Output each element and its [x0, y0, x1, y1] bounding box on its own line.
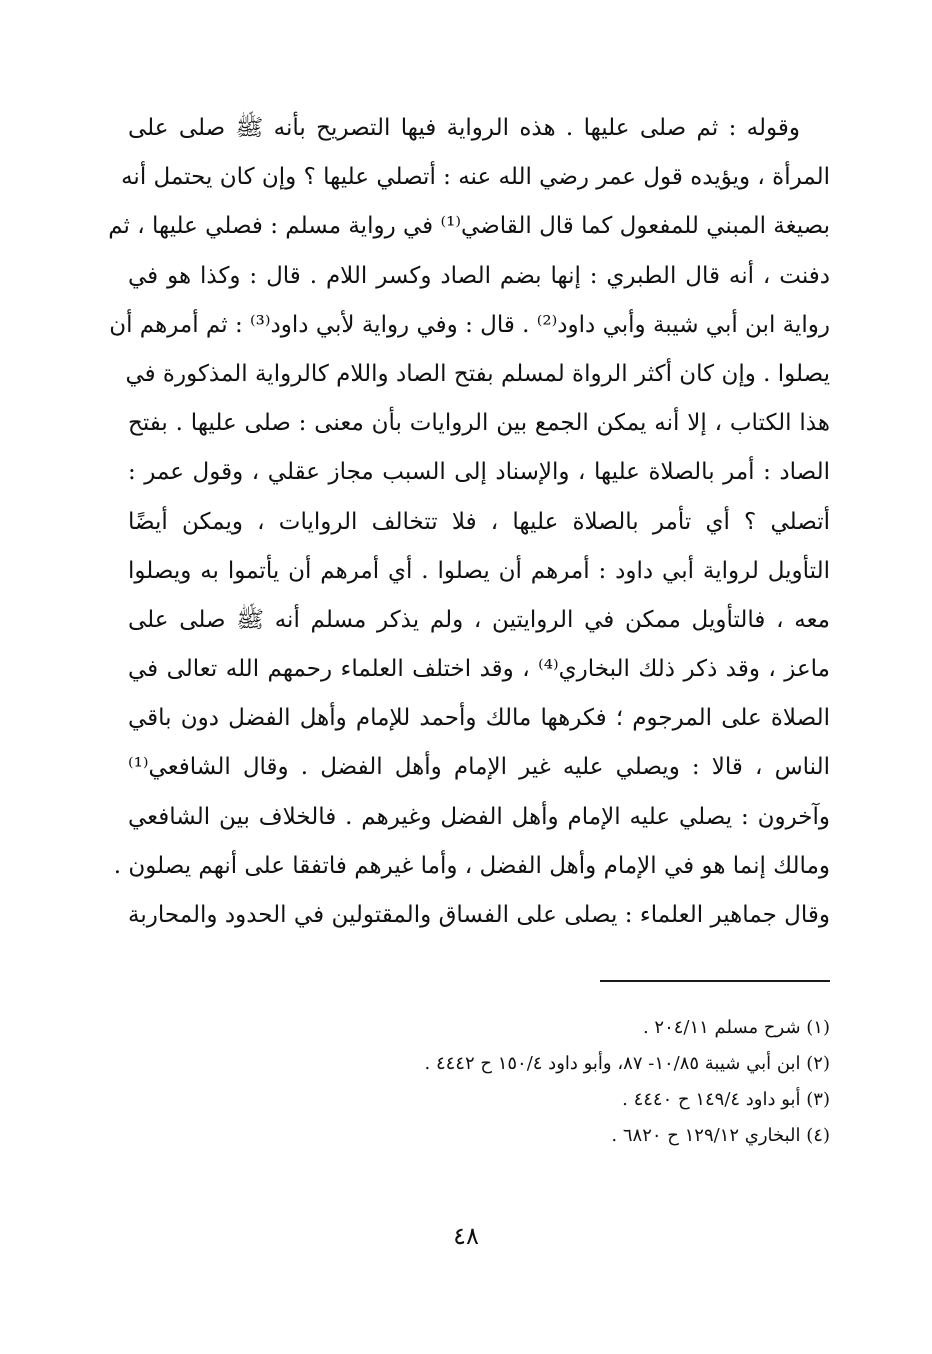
- text-line: وآخرون : يصلي عليه الإمام وأهل الفضل وغيرهم . فالخلاف بين الشافعي: [128, 803, 830, 830]
- text-line: الصلاة على المرجوم ؛ فكرهها مالك وأحمد للإمام وأهل الفضل دون باقي: [128, 705, 830, 732]
- footnote-separator: [600, 980, 830, 982]
- text-line: معه ، فالتأويل ممكن في الروايتين ، ولم يذكر مسلم أنه ﷺ صلى على: [128, 606, 830, 633]
- footnotes: [300, 1010, 830, 1154]
- footnote-2: (٢) ابن أبي شيبة ١٠/٨٥- ٨٧، وأبو داود ١٥٠/٤ ح ٤٤٤٢ .: [424, 1053, 830, 1074]
- page-number: ٤٨: [453, 1222, 479, 1250]
- text-line: المرأة ، ويؤيده قول عمر رضي الله عنه : أتصلي عليها ؟ وإن كان يحتمل أنه: [121, 164, 830, 191]
- text-line: أتصلي ؟ أي تأمر بالصلاة عليها ، فلا تتخالف الروايات ، ويمكن أيضًا: [128, 508, 830, 535]
- text-line: ماعز ، وقد ذكر ذلك البخاري⁽⁴⁾ ، وقد اختلف العلماء رحمهم الله تعالى في: [128, 656, 830, 683]
- text-line: رواية ابن أبي شيبة وأبي داود⁽²⁾ . قال : وفي رواية لأبي داود⁽³⁾ : ثم أمرهم أن: [109, 311, 830, 338]
- text-line: ومالك إنما هو في الإمام وأهل الفضل ، وأما غيرهم فاتفقا على أنهم يصلون .: [113, 852, 830, 879]
- text-line: وقوله : ثم صلى عليها . هذه الرواية فيها التصريح بأنه ﷺ صلى على: [128, 115, 800, 141]
- footnote-1: (١) شرح مسلم ٢٠٤/١١ .: [642, 1017, 830, 1038]
- text-line: وقال جماهير العلماء : يصلى على الفساق والمقتولين في الحدود والمحاربة: [128, 902, 830, 928]
- text-line: يصلوا . وإن كان أكثر الرواة لمسلم بفتح الصاد واللام كالرواية المذكورة في: [125, 360, 830, 387]
- main-text: [108, 104, 830, 940]
- text-line: دفنت ، أنه قال الطبري : إنها بضم الصاد وكسر اللام . قال : وكذا هو في: [128, 262, 830, 289]
- footnote-3: (٣) أبو داود ١٤٩/٤ ح ٤٤٤٠ .: [622, 1089, 830, 1110]
- text-line: الصاد : أمر بالصلاة عليها ، والإسناد إلى السبب مجاز عقلي ، وقول عمر :: [128, 459, 830, 486]
- footnote-4: (٤) البخاري ١٢٩/١٢ ح ٦٨٢٠ .: [611, 1125, 830, 1146]
- text-line: هذا الكتاب ، إلا أنه يمكن الجمع بين الروايات بأن معنى : صلى عليها . بفتح: [128, 410, 830, 437]
- text-line: التأويل لرواية أبي داود : أمرهم أن يصلوا . أي أمرهم أن يأتموا به ويصلوا: [128, 557, 830, 584]
- text-line: الناس ، قالا : ويصلي عليه غير الإمام وأهل الفضل . وقال الشافعي⁽¹⁾: [128, 754, 830, 781]
- text-line: بصيغة المبني للمفعول كما قال القاضي⁽¹⁾ في رواية مسلم : فصلي عليها ، ثم: [108, 213, 830, 240]
